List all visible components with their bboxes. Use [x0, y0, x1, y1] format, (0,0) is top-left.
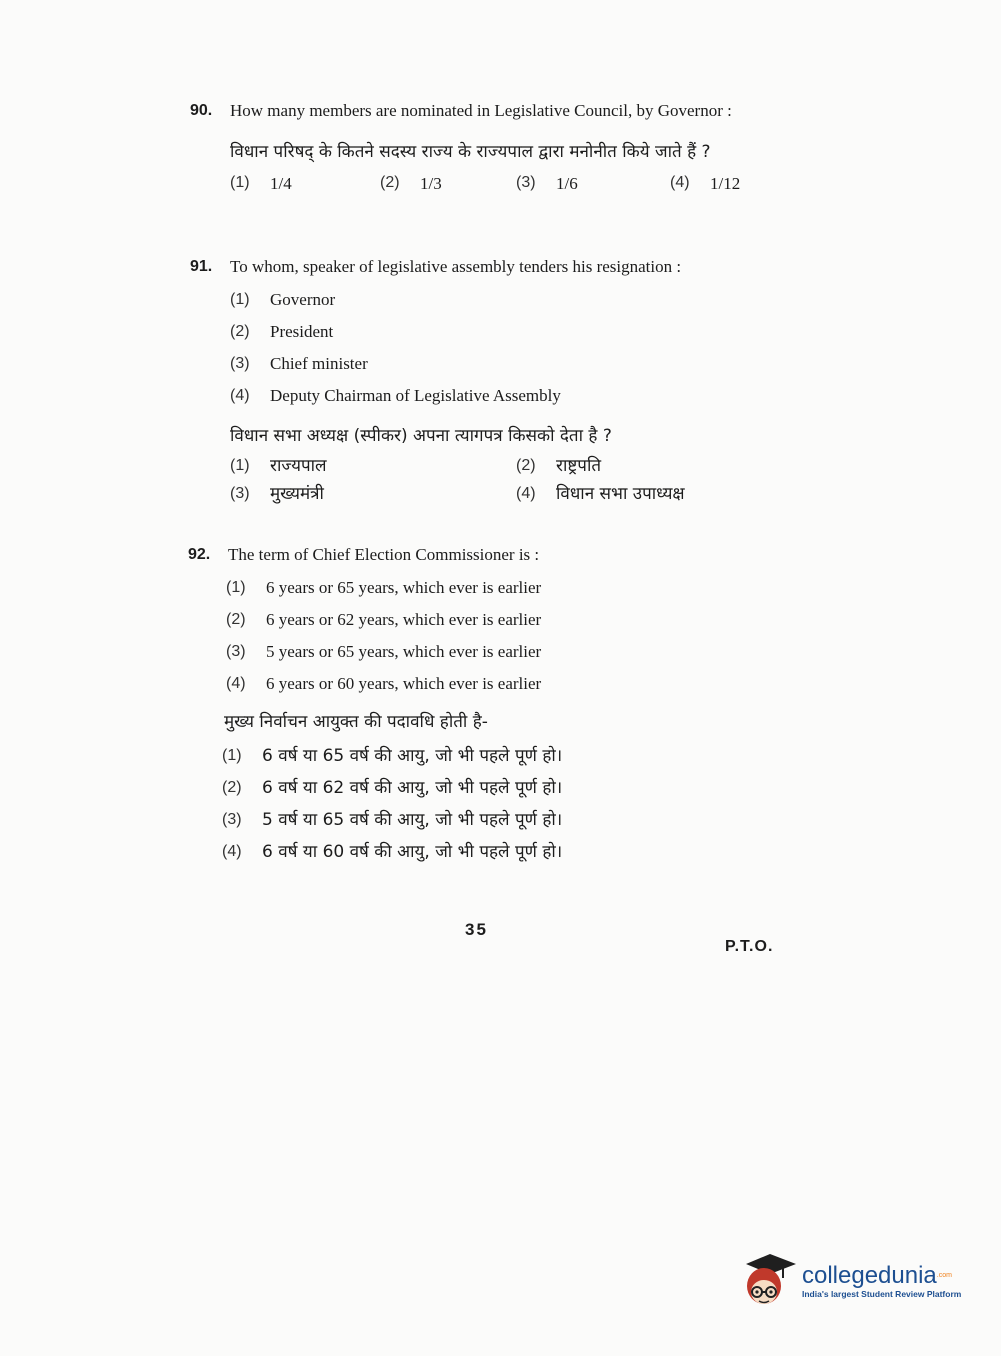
option-4: (4) 6 years or 60 years, which ever is earlier — [226, 674, 542, 693]
options-english — [226, 572, 808, 700]
question-number: 91. — [190, 258, 213, 275]
option-1: (1) 1/4 — [230, 174, 292, 193]
question-text-english: How many members are nominated in Legislative Council, by Governor : — [230, 101, 732, 120]
option-1: (1) राज्यपाल — [230, 456, 327, 476]
option-2: (2) President — [230, 322, 334, 341]
mascot-icon — [742, 1250, 798, 1312]
question-text-hindi: विधान परिषद् के कितने सदस्य राज्य के राज्यपाल द्वारा मनोनीत किये जाते हैं ? — [230, 142, 711, 162]
question-text-english: The term of Chief Election Commissioner is : — [228, 545, 540, 564]
option-4: (4) विधान सभा उपाध्यक्ष — [516, 484, 685, 504]
question-number: 92. — [188, 546, 211, 563]
option-3: (3) 1/6 — [516, 174, 578, 193]
option-2: (2) 1/3 — [380, 174, 442, 193]
option-2: (2) राष्ट्रपति — [516, 456, 602, 476]
pto-label: P.T.O. — [725, 938, 774, 955]
option-4: (4) 6 वर्ष या 60 वर्ष की आयु, जो भी पहले पूर्ण हो। — [222, 842, 563, 862]
option-1: (1) 6 years or 65 years, which ever is earlier — [226, 578, 542, 597]
question-90 — [190, 100, 810, 194]
question-92 — [188, 544, 808, 868]
question-91 — [190, 256, 810, 506]
option-3: (3) 5 years or 65 years, which ever is earlier — [226, 642, 542, 661]
options-english — [230, 284, 810, 412]
option-3: (3) Chief minister — [230, 354, 368, 373]
logo-tagline: India's largest Student Review Platform — [802, 1289, 962, 1299]
logo-name: collegedunia — [802, 1262, 937, 1289]
collegedunia-logo — [742, 1250, 961, 1312]
option-1: (1) Governor — [230, 290, 336, 309]
option-1: (1) 6 वर्ष या 65 वर्ष की आयु, जो भी पहले पूर्ण हो। — [222, 746, 563, 766]
options-row — [230, 174, 810, 194]
option-4: (4) 1/12 — [670, 174, 741, 193]
options-hindi — [230, 454, 810, 506]
option-3: (3) मुख्यमंत्री — [230, 484, 324, 504]
logo-suffix: .com — [936, 1272, 952, 1279]
option-3: (3) 5 वर्ष या 65 वर्ष की आयु, जो भी पहले पूर्ण हो। — [222, 810, 563, 830]
option-4: (4) Deputy Chairman of Legislative Assembly — [230, 386, 561, 405]
question-text-english: To whom, speaker of legislative assembly tenders his resignation : — [230, 257, 682, 276]
question-text-hindi: विधान सभा अध्यक्ष (स्पीकर) अपना त्यागपत्र किसको देता है ? — [230, 426, 612, 446]
page-number: 35 — [465, 920, 488, 939]
question-text-hindi: मुख्य निर्वाचन आयुक्त की पदावधि होती है- — [224, 712, 488, 732]
question-number: 90. — [190, 102, 213, 119]
option-2: (2) 6 years or 62 years, which ever is earlier — [226, 610, 542, 629]
option-2: (2) 6 वर्ष या 62 वर्ष की आयु, जो भी पहले पूर्ण हो। — [222, 778, 563, 798]
options-hindi — [222, 740, 808, 868]
